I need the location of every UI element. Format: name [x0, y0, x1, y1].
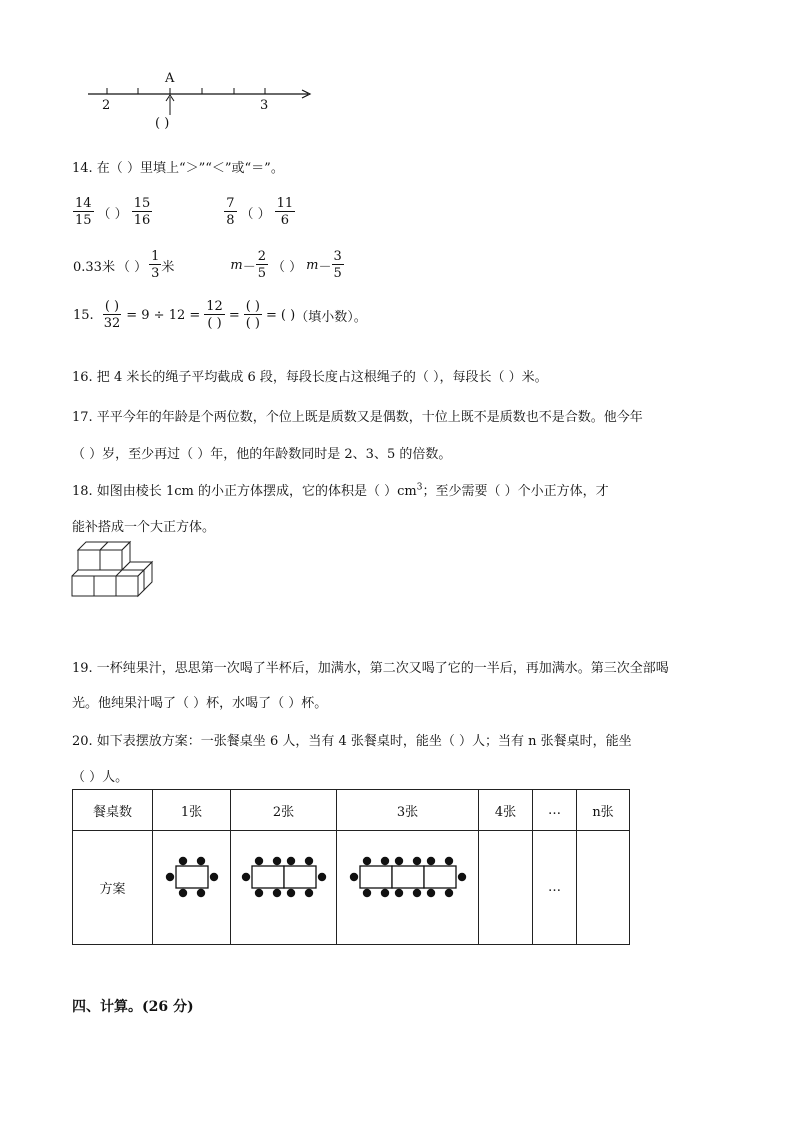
table-diagram-3: [346, 853, 470, 903]
q14-frac-14-15: $\frac{14}{15}$: [75, 196, 92, 228]
q14-033m: 0.33米: [73, 259, 115, 275]
q14-frac-2-5: $\frac{2}{5}$: [257, 249, 267, 281]
q14-frac-7-8: $\frac{7}{8}$: [226, 196, 235, 228]
plan-4-empty: [479, 831, 533, 945]
q15-tail-blank: ( ): [280, 307, 296, 323]
end-label: 3: [260, 98, 269, 113]
q15-number: 15.: [73, 307, 94, 323]
section-4-title: 四、计算。(26 分): [72, 999, 194, 1015]
plan-ellipsis: …: [533, 831, 577, 945]
q14-row2: [73, 250, 344, 280]
q15-eq-mid: = 9 ÷ 12 =: [126, 307, 201, 323]
q14-frac-15-16: $\frac{15}{16}$: [133, 196, 151, 228]
q14-op-2: －: [318, 259, 332, 275]
table-diagram-2: [238, 853, 330, 903]
table-diagram-1: [162, 853, 222, 903]
plan-3-tables: [337, 831, 479, 945]
q16-text: 16. 把 4 米长的绳子平均截成 6 段，每段长度占这根绳子的（ ），每段长（ ）米。: [72, 370, 548, 385]
q14-frac-1-3: $\frac{1}{3}$: [151, 249, 160, 281]
q14-var-m-2: m: [306, 257, 319, 273]
header-4: 4张: [479, 790, 533, 831]
q14-frac-3-5: $\frac{3}{5}$: [333, 249, 342, 281]
q18-line1: [72, 480, 609, 499]
plan-2-tables: [231, 831, 337, 945]
q14-prompt: 14. 在（ ）里填上“＞”“＜”或“＝”。: [72, 161, 284, 176]
start-label: 2: [102, 98, 111, 113]
q14-blank-4: （ ）: [272, 259, 303, 275]
q14-blank-3: （ ）: [116, 259, 148, 275]
q20-line2: （ ）人。: [72, 770, 129, 785]
q18-text-a: 18. 如图由棱长 1cm 的小正方体摆成，它的体积是（ ）cm: [72, 484, 417, 499]
q19-line2: 光。他纯果汁喝了（ ）杯，水喝了（ ）杯。: [72, 696, 328, 711]
q14-var-m-1: m: [230, 257, 243, 273]
header-ellipsis: …: [533, 790, 577, 831]
row-label-plan: 方案: [73, 831, 153, 945]
q14-blank-1: （ ）: [97, 206, 128, 222]
q19-line1: 19. 一杯纯果汁，思思第一次喝了半杯后，加满水，第二次又喝了它的一半后，再加满水。第三次全部喝: [72, 661, 669, 676]
header-table-count: 餐桌数: [73, 790, 153, 831]
q18-text-b: ；至少需要（ ）个小正方体，才: [422, 484, 609, 499]
q14-row1: [73, 197, 295, 227]
plan-n-empty: [577, 831, 630, 945]
q17-line2: （ ）岁，至少再过（ ）年，他的年龄数同时是 2、3、5 的倍数。: [72, 447, 452, 462]
q14-op-1: －: [242, 259, 256, 275]
number-line: [80, 70, 330, 140]
q14-frac-11-6: $\frac{11}{6}$: [276, 196, 294, 228]
q18-cube-sup: 3: [416, 482, 423, 493]
q15-frac-3: $\frac{( )}{( )}$: [245, 299, 260, 331]
cube-figure: [70, 538, 160, 602]
plan-1-table: [153, 831, 231, 945]
seating-table: [72, 789, 630, 945]
q18-line2: 能补搭成一个大正方体。: [72, 520, 216, 535]
q17-line1: 17. 平平今年的年龄是个两位数，个位上既是质数又是偶数，十位上既不是质数也不是合数。他今年: [72, 410, 643, 425]
header-1: 1张: [153, 790, 231, 831]
header-2: 2张: [231, 790, 337, 831]
q15-frac-1: $\frac{( )}{32}$: [103, 299, 121, 331]
header-3: 3张: [337, 790, 479, 831]
point-answer-blank: ( ): [155, 116, 170, 131]
q15-frac-2: $\frac{12}{( )}$: [206, 299, 223, 331]
q14-blank-2: （ ）: [240, 206, 271, 222]
q15-note: （填小数）。: [295, 309, 367, 325]
point-a-label: A: [165, 71, 175, 86]
q20-line1: 20. 如下表摆放方案：一张餐桌坐 6 人，当有 4 张餐桌时，能坐（ ）人；当有 n 张餐桌时，能坐: [72, 734, 632, 749]
q14-unit-m: 米: [161, 259, 175, 275]
q15-line: 15. $\frac{( )}{32}$ = 9 ÷ 12 = $\frac{12}{( )}$ = $\frac{( )}{( )}$ = ( ) （填小数）。: [73, 299, 367, 331]
header-n: n张: [577, 790, 630, 831]
